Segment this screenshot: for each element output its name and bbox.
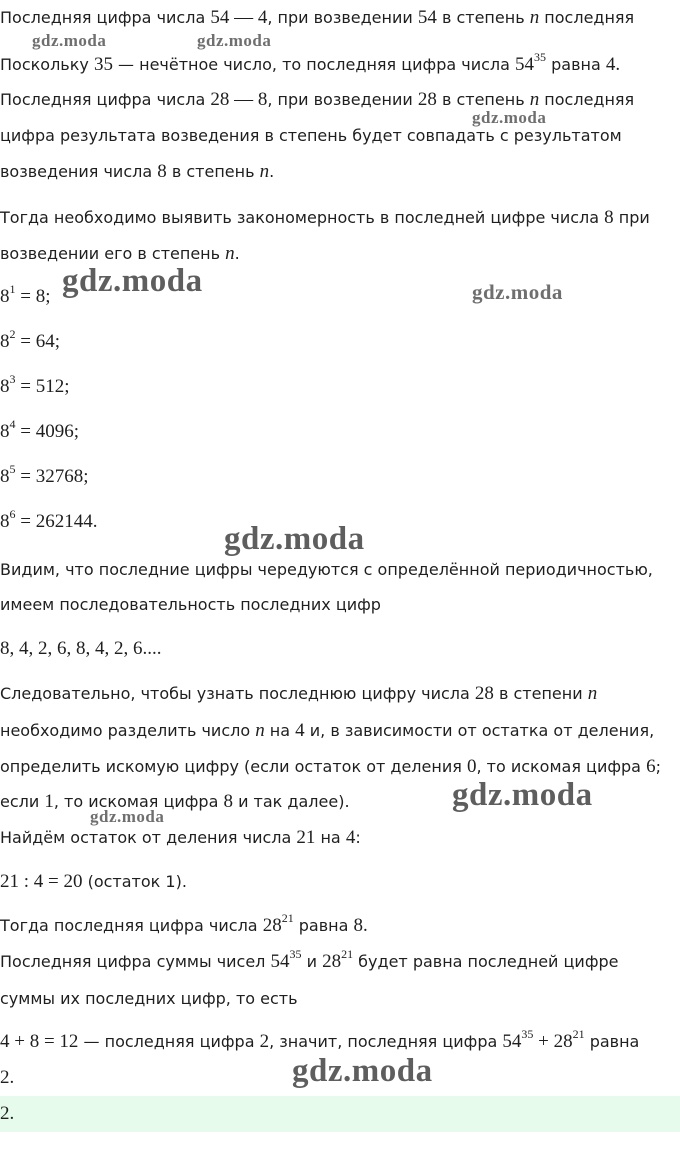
text-line: Видим, что последние цифры чередуются с определённой периодичностью, — [0, 560, 653, 579]
text-line: возведения числа 8 в степень n. — [0, 161, 275, 182]
text-line: Последняя цифра суммы чисел $54^{35}$ и $28^{21}$ будет равна последней цифре — [0, 947, 619, 972]
text-line: цифра результата возведения в степень будет совпадать с результатом — [0, 126, 622, 145]
power-line: $8^5 = 32768$; — [0, 462, 89, 487]
answer-box — [0, 1096, 680, 1132]
power-line: $8^4 = 4096$; — [0, 417, 79, 442]
text-line: Последняя цифра числа 28 — 8, при возведении 28 в степень n последняя — [0, 89, 635, 110]
watermark: gdz.moda — [197, 31, 272, 50]
watermark: gdz.moda — [90, 807, 165, 826]
power-line: $8^2 = 64$; — [0, 327, 60, 352]
text-line: 4 + 8 = 12 — последняя цифра 2, значит, последняя цифра $54^{35} + 28^{21}$ равна — [0, 1027, 640, 1052]
watermark: gdz.moda — [472, 280, 563, 304]
watermark: gdz.moda — [32, 31, 107, 50]
text-line: 21 : 4 = 20 (остаток 1). — [0, 871, 187, 892]
text-line: Найдём остаток от деления числа 21 на 4: — [0, 827, 361, 848]
answer-value: 2. — [0, 1103, 15, 1124]
power-line: $8^3 = 512$; — [0, 372, 70, 397]
text-line: имеем последовательность последних цифр — [0, 595, 381, 614]
watermark: gdz.moda — [452, 777, 593, 813]
watermark: gdz.moda — [224, 521, 365, 557]
text-line: Последняя цифра числа 54 — 4, при возведении 54 в степень n последняя — [0, 7, 635, 28]
sequence-line: 8, 4, 2, 6, 8, 4, 2, 6.... — [0, 638, 162, 659]
text-line: Поскольку 35 — нечётное число, то последняя цифра числа $54^{35}$ равна 4. — [0, 50, 621, 75]
power-line: $8^1 = 8$; — [0, 282, 51, 307]
watermark: gdz.moda — [62, 263, 203, 299]
text-line: необходимо разделить число n на 4 и, в зависимости от остатка от деления, — [0, 720, 655, 741]
watermark: gdz.moda — [472, 108, 547, 127]
text-line: Тогда последняя цифра числа $28^{21}$ равна 8. — [0, 911, 368, 936]
text-line: если 1, то искомая цифра 8 и так далее). — [0, 791, 350, 812]
text-line: суммы их последних цифр, то есть — [0, 989, 298, 1008]
watermark: gdz.moda — [292, 1053, 433, 1089]
text-line: возведении его в степень n. — [0, 243, 240, 264]
text-line: определить искомую цифру (если остаток от деления 0, то искомая цифра 6; — [0, 756, 661, 777]
power-line: $8^6 = 262144$. — [0, 507, 98, 532]
text-line: Следовательно, чтобы узнать последнюю цифру числа 28 в степени n — [0, 683, 598, 704]
text-line: Тогда необходимо выявить закономерность в последней цифре числа 8 при — [0, 207, 650, 228]
text-line: 2. — [0, 1067, 15, 1088]
